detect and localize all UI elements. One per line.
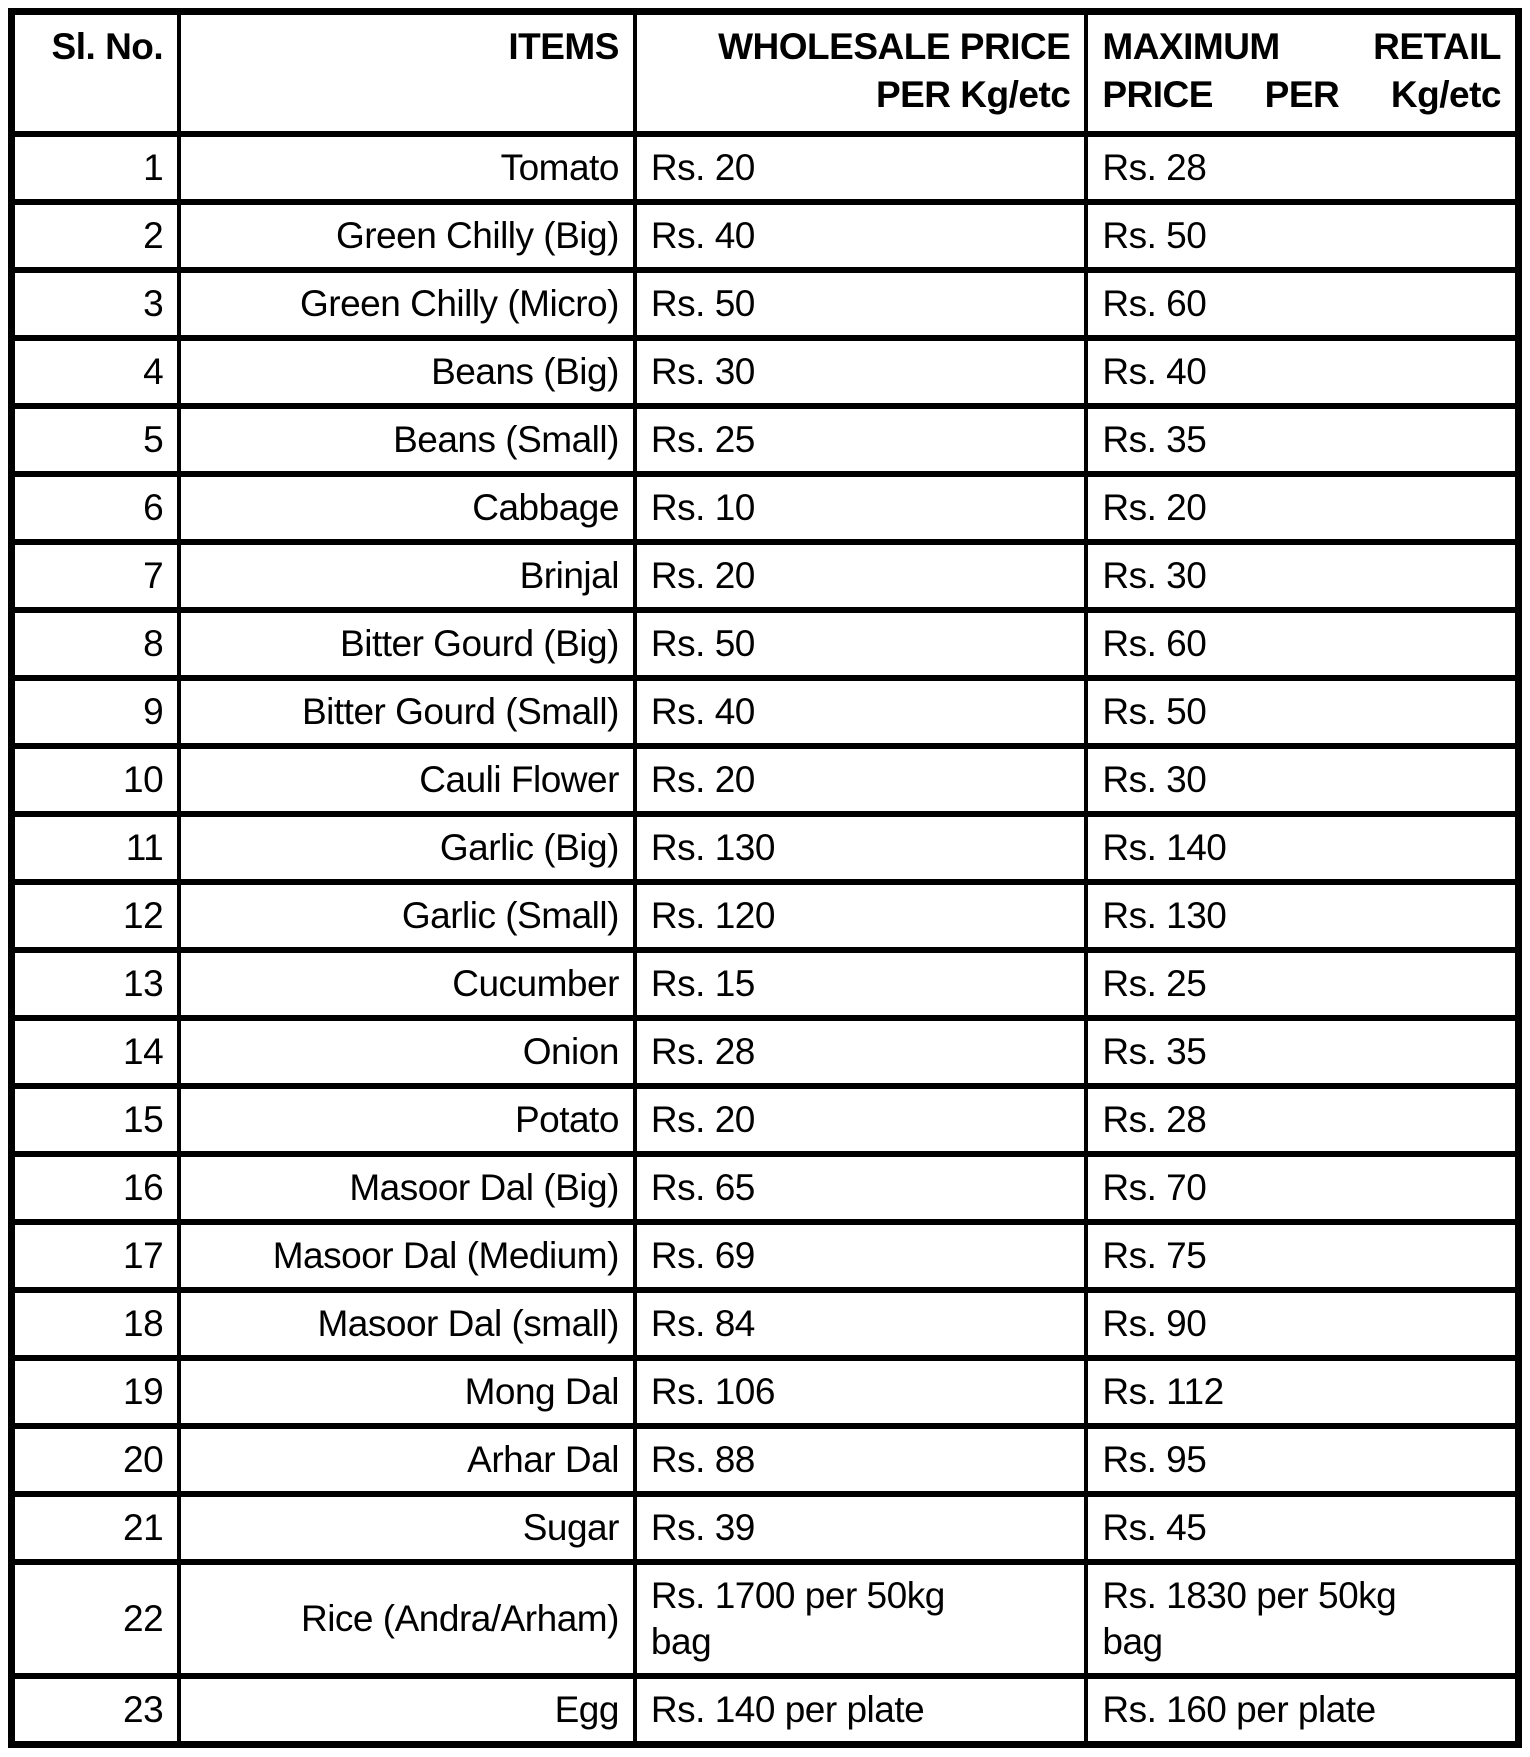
table-row: [12, 1426, 1519, 1494]
item-cell: Beans (Small): [179, 406, 635, 474]
table-row: [12, 202, 1519, 270]
wholesale-price-cell: Rs. 65: [635, 1154, 1086, 1222]
header-retail-line2: PRICE PER Kg/etc: [1102, 74, 1501, 115]
table-row: [12, 406, 1519, 474]
item-cell: Bitter Gourd (Big): [179, 610, 635, 678]
retail-price-cell: Rs. 60: [1086, 270, 1518, 338]
wholesale-price-cell: Rs. 40: [635, 678, 1086, 746]
item-cell: Tomato: [179, 134, 635, 202]
item-cell: Rice (Andra/Arham): [179, 1562, 635, 1676]
wholesale-price-cell: Rs. 15: [635, 950, 1086, 1018]
header-wholesale-line1: WHOLESALE PRICE: [718, 26, 1071, 67]
table-row: [12, 678, 1519, 746]
sl-no-cell: 13: [12, 950, 180, 1018]
retail-price-cell: Rs. 95: [1086, 1426, 1518, 1494]
item-cell: Masoor Dal (Big): [179, 1154, 635, 1222]
sl-no-cell: 3: [12, 270, 180, 338]
wholesale-price-cell: Rs. 88: [635, 1426, 1086, 1494]
sl-no-cell: 8: [12, 610, 180, 678]
item-cell: Garlic (Big): [179, 814, 635, 882]
table-row: [12, 270, 1519, 338]
sl-no-cell: 21: [12, 1494, 180, 1562]
item-cell: Cauli Flower: [179, 746, 635, 814]
wholesale-price-cell: Rs. 20: [635, 542, 1086, 610]
item-cell: Brinjal: [179, 542, 635, 610]
sl-no-cell: 22: [12, 1562, 180, 1676]
table-row: [12, 746, 1519, 814]
header-retail-line1: MAXIMUM RETAIL: [1102, 26, 1501, 67]
table-row: [12, 1018, 1519, 1086]
wholesale-price-cell: Rs. 50: [635, 610, 1086, 678]
item-cell: Beans (Big): [179, 338, 635, 406]
item-cell: Sugar: [179, 1494, 635, 1562]
table-row: [12, 1154, 1519, 1222]
item-cell: Green Chilly (Big): [179, 202, 635, 270]
retail-price-cell: Rs. 45: [1086, 1494, 1518, 1562]
wholesale-price-cell: Rs. 20: [635, 746, 1086, 814]
retail-price-cell: Rs. 50: [1086, 202, 1518, 270]
wholesale-price-cell: Rs. 20: [635, 134, 1086, 202]
wholesale-price-cell: Rs. 30: [635, 338, 1086, 406]
retail-price-cell: Rs. 130: [1086, 882, 1518, 950]
retail-price-cell: Rs. 20: [1086, 474, 1518, 542]
wholesale-price-cell: Rs. 10: [635, 474, 1086, 542]
table-row: [12, 610, 1519, 678]
sl-no-cell: 5: [12, 406, 180, 474]
retail-price-cell: Rs. 75: [1086, 1222, 1518, 1290]
header-row: [12, 12, 1519, 135]
retail-price-cell: Rs. 35: [1086, 406, 1518, 474]
sl-no-cell: 11: [12, 814, 180, 882]
sl-no-cell: 14: [12, 1018, 180, 1086]
sl-no-cell: 6: [12, 474, 180, 542]
retail-price-cell: Rs. 140: [1086, 814, 1518, 882]
table-row: [12, 474, 1519, 542]
item-cell: Arhar Dal: [179, 1426, 635, 1494]
sl-no-cell: 19: [12, 1358, 180, 1426]
wholesale-price-cell: Rs. 28: [635, 1018, 1086, 1086]
header-items: [179, 12, 635, 135]
retail-price-cell: Rs. 1830 per 50kg bag: [1086, 1562, 1518, 1676]
retail-price-cell: Rs. 112: [1086, 1358, 1518, 1426]
retail-price-cell: Rs. 30: [1086, 542, 1518, 610]
table-body: [12, 134, 1519, 1745]
table-row: [12, 814, 1519, 882]
retail-price-cell: Rs. 35: [1086, 1018, 1518, 1086]
retail-price-cell: Rs. 30: [1086, 746, 1518, 814]
item-cell: Bitter Gourd (Small): [179, 678, 635, 746]
wholesale-price-cell: Rs. 1700 per 50kg bag: [635, 1562, 1086, 1676]
sl-no-cell: 17: [12, 1222, 180, 1290]
item-cell: Masoor Dal (Medium): [179, 1222, 635, 1290]
table-row: [12, 1222, 1519, 1290]
table-row: [12, 1676, 1519, 1745]
sl-no-cell: 10: [12, 746, 180, 814]
wholesale-price-cell: Rs. 130: [635, 814, 1086, 882]
header-max-retail-price: [1086, 12, 1518, 135]
retail-price-cell: Rs. 90: [1086, 1290, 1518, 1358]
sl-no-cell: 16: [12, 1154, 180, 1222]
table-row: [12, 1358, 1519, 1426]
table-row: [12, 134, 1519, 202]
retail-price-cell: Rs. 60: [1086, 610, 1518, 678]
table-row: [12, 950, 1519, 1018]
table-row: [12, 1290, 1519, 1358]
wholesale-price-cell: Rs. 69: [635, 1222, 1086, 1290]
item-cell: Cabbage: [179, 474, 635, 542]
item-cell: Egg: [179, 1676, 635, 1745]
wholesale-price-cell: Rs. 40: [635, 202, 1086, 270]
wholesale-price-cell: Rs. 140 per plate: [635, 1676, 1086, 1745]
sl-no-cell: 4: [12, 338, 180, 406]
sl-no-cell: 12: [12, 882, 180, 950]
retail-price-cell: Rs. 25: [1086, 950, 1518, 1018]
item-cell: Cucumber: [179, 950, 635, 1018]
header-wholesale-price: [635, 12, 1086, 135]
table-row: [12, 1494, 1519, 1562]
header-sl-no: [12, 12, 180, 135]
header-items-label: ITEMS: [508, 26, 619, 67]
item-cell: Potato: [179, 1086, 635, 1154]
header-wholesale-line2: PER Kg/etc: [875, 74, 1071, 115]
table-row: [12, 338, 1519, 406]
wholesale-price-cell: Rs. 106: [635, 1358, 1086, 1426]
sl-no-cell: 20: [12, 1426, 180, 1494]
retail-price-cell: Rs. 28: [1086, 134, 1518, 202]
wholesale-price-cell: Rs. 20: [635, 1086, 1086, 1154]
wholesale-price-cell: Rs. 25: [635, 406, 1086, 474]
wholesale-price-cell: Rs. 84: [635, 1290, 1086, 1358]
table-row: [12, 1562, 1519, 1676]
item-cell: Masoor Dal (small): [179, 1290, 635, 1358]
wholesale-price-cell: Rs. 120: [635, 882, 1086, 950]
table-row: [12, 1086, 1519, 1154]
sl-no-cell: 2: [12, 202, 180, 270]
sl-no-cell: 9: [12, 678, 180, 746]
wholesale-price-cell: Rs. 50: [635, 270, 1086, 338]
wholesale-price-cell: Rs. 39: [635, 1494, 1086, 1562]
retail-price-cell: Rs. 160 per plate: [1086, 1676, 1518, 1745]
item-cell: Garlic (Small): [179, 882, 635, 950]
retail-price-cell: Rs. 50: [1086, 678, 1518, 746]
header-sl-no-label: Sl. No.: [51, 26, 164, 67]
table-row: [12, 542, 1519, 610]
sl-no-cell: 7: [12, 542, 180, 610]
item-cell: Green Chilly (Micro): [179, 270, 635, 338]
retail-price-cell: Rs. 28: [1086, 1086, 1518, 1154]
sl-no-cell: 1: [12, 134, 180, 202]
retail-price-cell: Rs. 70: [1086, 1154, 1518, 1222]
sl-no-cell: 23: [12, 1676, 180, 1745]
item-cell: Onion: [179, 1018, 635, 1086]
retail-price-cell: Rs. 40: [1086, 338, 1518, 406]
sl-no-cell: 15: [12, 1086, 180, 1154]
sl-no-cell: 18: [12, 1290, 180, 1358]
table-row: [12, 882, 1519, 950]
item-cell: Mong Dal: [179, 1358, 635, 1426]
price-table: [8, 8, 1522, 1748]
